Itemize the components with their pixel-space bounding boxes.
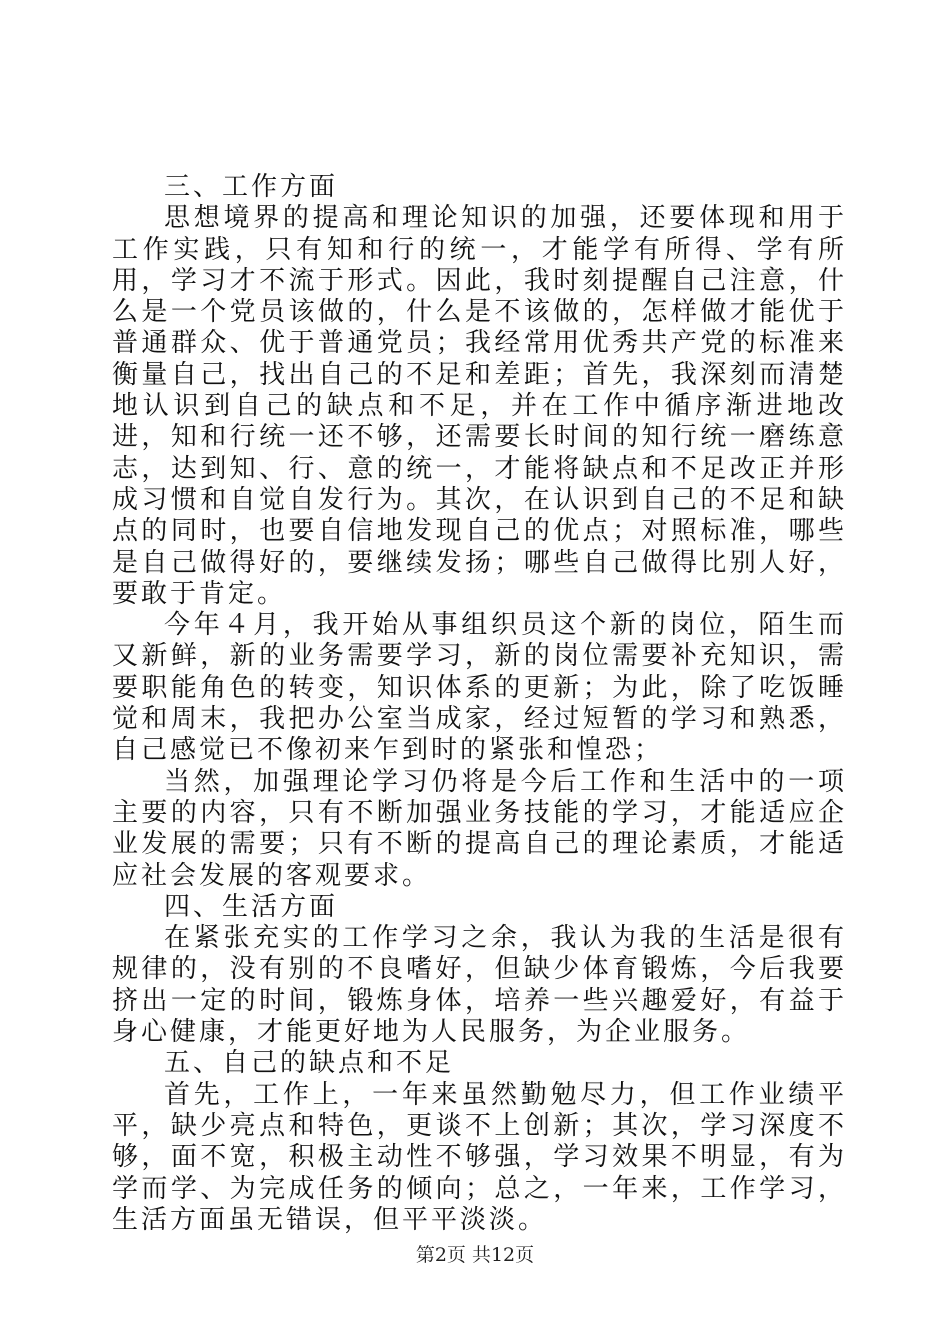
page-number-footer: 第2页 共12页 (415, 1244, 535, 1266)
section-heading-life: 四、生活方面 (164, 891, 339, 922)
document-body (112, 172, 847, 1236)
paragraph-work-practice: 思想境界的提高和理论知识的加强，还要体现和用于工作实践，只有知和行的统一，才能学有所得、学有所用，学习才不流于形式。因此，我时刻提醒自己注意，什么是一个党员该做的，什么是不该做的，怎样做才能优于普通群众、优于普通党员；我经常用优秀共产党的标准来衡量自己，找出自己的不足和差距；首先，我深刻而清楚地认识到自己的缺点和不足，并在工作中循序渐进地改进，知和行统一还不够，还需要长时间的知行统一磨练意志，达到知、行、意的统一，才能将缺点和不足改正并形成习惯和自觉自发行为。其次，在认识到自己的不足和缺点的同时，也要自信地发现自己的优点；对照标准，哪些是自己做得好的，要继续发扬；哪些自己做得比别人好，要敢于肯定。 (112, 203, 847, 609)
paragraph-shortcomings: 首先，工作上，一年来虽然勤勉尽力，但工作业绩平平，缺少亮点和特色，更谈不上创新；其次，学习深度不够，面不宽，积极主动性不够强，学习效果不明显，有为学而学、为完成任务的倾向；总之，一年来，工作学习，生活方面虽无错误，但平平淡淡。 (112, 1079, 847, 1235)
paragraph-life: 在紧张充实的工作学习之余，我认为我的生活是很有规律的，没有别的不良嗜好，但缺少体育锻炼，今后我要挤出一定的时间，锻炼身体，培养一些兴趣爱好，有益于身心健康，才能更好地为人民服务，为企业服务。 (112, 923, 847, 1048)
section-heading-work: 三、工作方面 (164, 172, 339, 202)
paragraph-theory-study: 当然，加强理论学习仍将是今后工作和生活中的一项主要的内容，只有不断加强业务技能的学习，才能适应企业发展的需要；只有不断的提高自己的理论素质，才能适应社会发展的客观要求。 (112, 766, 847, 891)
paragraph-new-position: 今年４月，我开始从事组织员这个新的岗位，陌生而又新鲜，新的业务需要学习，新的岗位需要补充知识，需要职能角色的转变，知识体系的更新；为此，除了吃饭睡觉和周末，我把办公室当成家，经过短暂的学习和熟悉，自己感觉已不像初来乍到时的紧张和惶恐； (112, 610, 847, 766)
section-heading-shortcomings: 五、自己的缺点和不足 (164, 1048, 455, 1079)
